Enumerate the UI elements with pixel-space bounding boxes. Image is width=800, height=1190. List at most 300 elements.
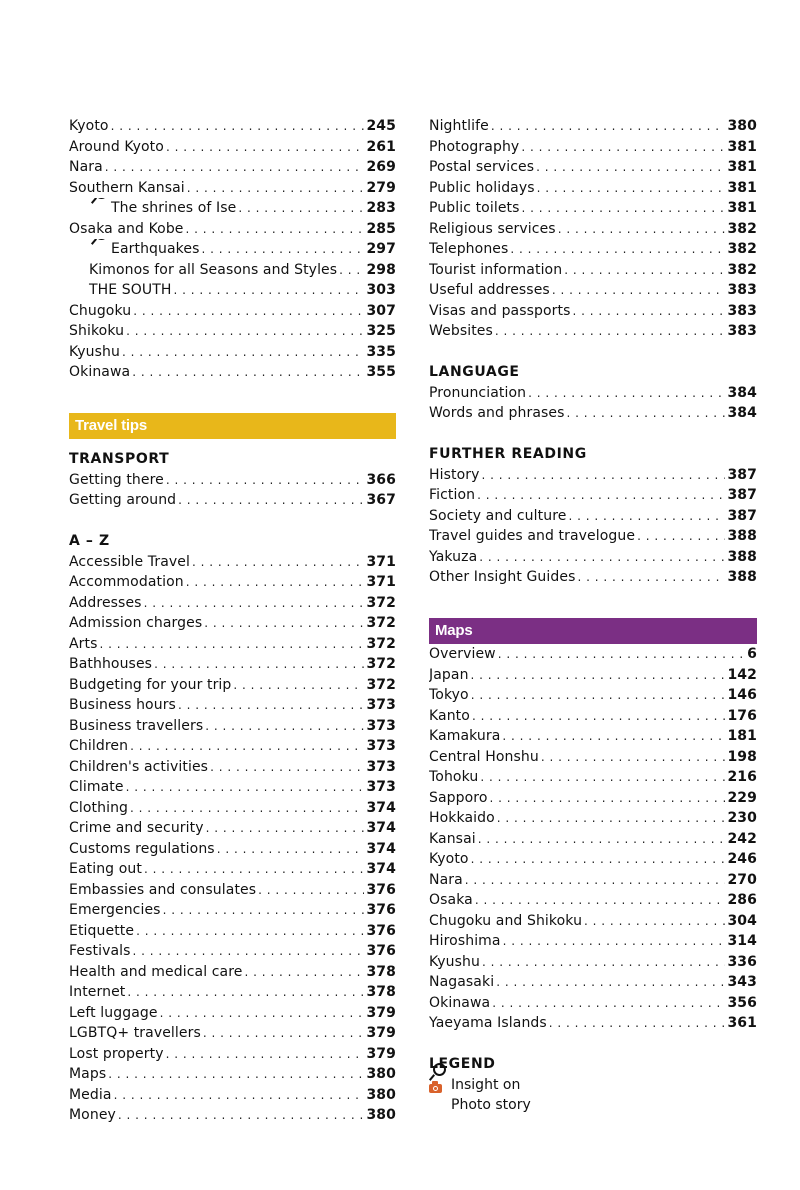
dot-leader (233, 675, 364, 696)
entry-label: Kimonos for all Seasons and Styles (89, 261, 338, 278)
contents-entry[interactable] (429, 767, 757, 788)
entry-label: History (429, 466, 480, 483)
dot-leader (126, 777, 365, 798)
contents-entry[interactable] (69, 137, 396, 158)
entry-page-number: 283 (366, 200, 396, 216)
entry-label: Yakuza (429, 548, 478, 565)
regions-list (69, 116, 396, 383)
entry-page-number: 303 (366, 282, 396, 298)
contents-entry[interactable] (69, 1044, 396, 1065)
entry-page-number: 376 (366, 902, 396, 918)
section-square-icon (69, 280, 89, 294)
dot-leader (178, 695, 365, 716)
entry-label: Useful addresses (429, 282, 550, 298)
contents-entry[interactable] (429, 157, 757, 178)
dot-leader (558, 219, 726, 240)
contents-entry[interactable] (429, 403, 757, 424)
maps-list (429, 644, 757, 1034)
dot-leader (568, 506, 725, 527)
entry-page-number: 388 (727, 569, 757, 585)
dot-leader (521, 137, 725, 158)
entry-page-number: 378 (366, 984, 396, 1000)
entry-label: Tourist information (429, 261, 563, 278)
contents-entry[interactable] (69, 941, 396, 962)
entry-page-number: 314 (727, 933, 757, 949)
entry-page-number: 304 (727, 912, 757, 929)
entry-page-number: 378 (366, 963, 396, 980)
legend-list (429, 1075, 757, 1116)
contents-entry[interactable] (69, 178, 396, 199)
entry-label: Nightlife (429, 118, 489, 134)
contents-entry[interactable] (69, 342, 396, 363)
entry-page-number: 325 (366, 323, 396, 339)
entry-page-number: 387 (727, 507, 757, 524)
dot-leader (578, 567, 726, 588)
entry-label: Getting around (69, 492, 177, 508)
dot-leader (472, 706, 726, 727)
contents-entry[interactable] (429, 219, 757, 240)
contents-entry[interactable] (429, 829, 757, 850)
entry-label: THE SOUTH (89, 282, 172, 298)
dot-leader (478, 829, 726, 850)
contents-entry[interactable] (429, 116, 757, 137)
contents-entry[interactable] (69, 859, 396, 880)
entry-label: Public toilets (429, 200, 520, 216)
dot-leader (495, 321, 726, 342)
legend-item (429, 1095, 757, 1116)
travel-tips-banner: Travel tips (69, 413, 396, 439)
entry-label: Fiction (429, 487, 476, 503)
entry-page-number: 372 (366, 594, 396, 611)
entry-label: Festivals (69, 943, 131, 959)
entry-page-number: 372 (366, 676, 396, 693)
dot-leader (130, 798, 364, 819)
entry-page-number: 373 (366, 717, 396, 734)
contents-entry[interactable] (429, 137, 757, 158)
entry-page-number: 373 (366, 758, 396, 775)
contents-entry[interactable] (429, 706, 757, 727)
contents-entry[interactable] (69, 880, 396, 901)
contents-entry[interactable] (429, 485, 757, 506)
dot-leader (132, 362, 364, 383)
entry-page-number: 372 (366, 656, 396, 672)
dot-leader (573, 301, 726, 322)
dot-leader (186, 572, 365, 593)
dot-leader (480, 767, 725, 788)
entry-page-number: 181 (727, 728, 757, 744)
dot-leader (202, 239, 365, 260)
dot-leader (205, 716, 364, 737)
contents-entry[interactable] (429, 1013, 757, 1034)
entry-page-number: 383 (727, 302, 757, 319)
entry-page-number: 269 (366, 159, 396, 175)
entry-page-number: 374 (366, 820, 396, 836)
contents-entry[interactable] (69, 1064, 396, 1085)
contents-entry[interactable] (69, 280, 396, 301)
entry-label: Yaeyama Islands (429, 1015, 547, 1031)
contents-entry[interactable] (69, 198, 396, 219)
entry-page-number: 380 (727, 118, 757, 134)
entry-label: Tokyo (429, 687, 469, 703)
az-continued-list (429, 116, 757, 342)
dot-leader (567, 403, 726, 424)
entry-label: Southern Kansai (69, 179, 185, 196)
contents-entry[interactable] (429, 644, 757, 665)
dot-leader (154, 654, 364, 675)
entry-page-number: 270 (727, 871, 757, 888)
entry-page-number: 380 (366, 1086, 396, 1103)
contents-entry[interactable] (429, 547, 757, 568)
contents-entry[interactable] (429, 567, 757, 588)
entry-label: Shikoku (69, 323, 125, 339)
entry-label: Money (69, 1107, 116, 1123)
dot-leader (245, 962, 365, 983)
contents-entry[interactable] (69, 593, 396, 614)
dot-leader (528, 383, 725, 404)
contents-entry[interactable] (69, 695, 396, 716)
entry-page-number: 384 (727, 405, 757, 421)
entry-label: Kamakura (429, 728, 501, 744)
legend-label: Photo story (451, 1097, 531, 1113)
entry-label: Accommodation (69, 574, 184, 590)
camera-icon (429, 1095, 451, 1109)
entry-page-number: 230 (727, 810, 757, 826)
entry-label: Eating out (69, 861, 142, 877)
dot-leader (122, 342, 365, 363)
dot-leader (166, 470, 365, 491)
dot-leader (475, 890, 726, 911)
entry-label: Nara (69, 159, 103, 175)
contents-entry[interactable] (429, 321, 757, 342)
contents-entry[interactable] (429, 911, 757, 932)
dot-leader (174, 280, 365, 301)
entry-label: Health and medical care (69, 963, 243, 980)
entry-label: Pronunciation (429, 384, 527, 401)
contents-entry[interactable] (429, 952, 757, 973)
entry-label: Visas and passports (429, 302, 571, 319)
entry-page-number: 381 (727, 138, 757, 155)
entry-page-number: 373 (366, 738, 396, 754)
dot-leader (536, 157, 725, 178)
contents-entry[interactable] (69, 736, 396, 757)
entry-label: Arts (69, 635, 98, 652)
dot-leader (491, 116, 726, 137)
entry-page-number: 279 (366, 179, 396, 196)
entry-label: Sapporo (429, 789, 488, 806)
entry-page-number: 372 (366, 615, 396, 631)
entry-page-number: 380 (366, 1066, 396, 1082)
dot-leader (136, 921, 364, 942)
entry-label: Kanto (429, 707, 470, 724)
entry-page-number: 383 (727, 323, 757, 339)
contents-entry[interactable] (69, 921, 396, 942)
entry-page-number: 372 (366, 635, 396, 652)
entry-label: Religious services (429, 220, 556, 237)
contents-entry[interactable] (69, 798, 396, 819)
entry-page-number: 381 (727, 179, 757, 196)
entry-page-number: 382 (727, 241, 757, 257)
entry-label: Kyushu (429, 953, 480, 970)
dot-leader (192, 552, 364, 573)
entry-label: Accessible Travel (69, 553, 190, 570)
entry-label: Okinawa (429, 994, 491, 1011)
dot-leader (497, 808, 726, 829)
contents-entry[interactable] (429, 301, 757, 322)
entry-page-number: 371 (366, 574, 396, 590)
contents-entry[interactable] (69, 982, 396, 1003)
dot-leader (584, 911, 725, 932)
entry-label: Bathhouses (69, 656, 153, 672)
entry-page-number: 245 (366, 118, 396, 134)
contents-entry[interactable] (429, 788, 757, 809)
dot-leader (549, 1013, 726, 1034)
entry-page-number: 387 (727, 487, 757, 503)
entry-page-number: 379 (366, 1045, 396, 1062)
contents-entry[interactable] (69, 818, 396, 839)
entry-label: Chugoku and Shikoku (429, 912, 583, 929)
entry-page-number: 176 (727, 707, 757, 724)
dot-leader (498, 644, 745, 665)
dot-leader (479, 547, 725, 568)
entry-label: The shrines of Ise (111, 200, 237, 216)
contents-entry[interactable] (69, 757, 396, 778)
entry-page-number: 285 (366, 220, 396, 237)
dot-leader (492, 993, 725, 1014)
legend-heading: LEGEND (429, 1056, 496, 1072)
contents-entry[interactable] (69, 900, 396, 921)
entry-label: Budgeting for your trip (69, 676, 232, 693)
dot-leader (118, 1105, 365, 1126)
az-heading: A – Z (69, 533, 110, 549)
dot-leader (537, 178, 726, 199)
entry-label: Media (69, 1086, 112, 1103)
contents-entry[interactable] (429, 890, 757, 911)
contents-entry[interactable] (69, 634, 396, 655)
entry-page-number: 373 (366, 779, 396, 795)
dot-leader (564, 260, 725, 281)
dot-leader (490, 788, 726, 809)
contents-entry[interactable] (69, 219, 396, 240)
entry-page-number: 229 (727, 789, 757, 806)
entry-page-number: 379 (366, 1025, 396, 1041)
entry-page-number: 374 (366, 861, 396, 877)
entry-page-number: 356 (727, 994, 757, 1011)
entry-page-number: 367 (366, 492, 396, 508)
entry-page-number: 388 (727, 548, 757, 565)
entry-label: Other Insight Guides (429, 569, 576, 585)
language-heading: LANGUAGE (429, 364, 520, 380)
contents-entry[interactable] (429, 260, 757, 281)
entry-label: Admission charges (69, 615, 203, 631)
contents-entry[interactable] (429, 993, 757, 1014)
entry-page-number: 216 (727, 769, 757, 785)
entry-page-number: 6 (747, 646, 757, 662)
dot-leader (477, 485, 725, 506)
contents-entry[interactable] (69, 962, 396, 983)
contents-entry[interactable] (429, 178, 757, 199)
contents-entry[interactable] (69, 490, 396, 511)
contents-entry[interactable] (69, 1085, 396, 1106)
contents-entry[interactable] (69, 301, 396, 322)
entry-page-number: 388 (727, 528, 757, 544)
contents-entry[interactable] (69, 716, 396, 737)
entry-page-number: 384 (727, 384, 757, 401)
contents-entry[interactable] (69, 260, 396, 281)
dot-leader (471, 665, 726, 686)
entry-label: Japan (429, 666, 469, 683)
contents-entry[interactable] (429, 931, 757, 952)
entry-label: Central Honshu (429, 748, 539, 765)
contents-entry[interactable] (69, 116, 396, 137)
dot-leader (127, 982, 364, 1003)
entry-page-number: 374 (366, 799, 396, 816)
contents-entry[interactable] (69, 1003, 396, 1024)
entry-label: Addresses (69, 594, 142, 611)
dot-leader (105, 157, 365, 178)
maps-banner: Maps (429, 618, 757, 644)
entry-label: Photography (429, 138, 520, 155)
contents-entry[interactable] (69, 1105, 396, 1126)
entry-page-number: 297 (366, 241, 396, 257)
dot-leader (108, 1064, 364, 1085)
contents-left-column (69, 116, 396, 1126)
entry-page-number: 373 (366, 697, 396, 713)
dot-leader (126, 321, 364, 342)
entry-page-number: 383 (727, 282, 757, 298)
contents-entry[interactable] (429, 665, 757, 686)
entry-label: Business travellers (69, 717, 204, 734)
dot-leader (238, 198, 364, 219)
contents-entry[interactable] (429, 280, 757, 301)
further-reading-list (429, 465, 757, 588)
contents-entry[interactable] (69, 572, 396, 593)
dot-leader (166, 1044, 365, 1065)
entry-label: Internet (69, 984, 126, 1000)
dot-leader (166, 137, 365, 158)
legend-label: Insight on (451, 1076, 521, 1093)
entry-label: Osaka and Kobe (69, 220, 184, 237)
entry-page-number: 381 (727, 200, 757, 216)
contents-entry[interactable] (69, 157, 396, 178)
dot-leader (163, 900, 365, 921)
dot-leader (339, 260, 364, 281)
entry-label: Telephones (429, 241, 509, 257)
az-list (69, 552, 396, 1126)
transport-heading: TRANSPORT (69, 451, 170, 467)
dot-leader (100, 634, 365, 655)
entry-label: Postal services (429, 159, 535, 175)
entry-label: Emergencies (69, 902, 161, 918)
contents-entry[interactable] (69, 839, 396, 860)
magnifier-icon (91, 198, 111, 212)
entry-label: Climate (69, 779, 124, 795)
contents-entry[interactable] (429, 506, 757, 527)
contents-entry[interactable] (429, 526, 757, 547)
entry-label: Children's activities (69, 758, 209, 775)
dot-leader (465, 870, 726, 891)
entry-label: Travel guides and travelogue (429, 528, 636, 544)
contents-entry[interactable] (429, 239, 757, 260)
contents-entry[interactable] (69, 777, 396, 798)
legend-item (429, 1075, 757, 1096)
dot-leader (482, 952, 726, 973)
contents-entry[interactable] (69, 321, 396, 342)
contents-entry[interactable] (429, 849, 757, 870)
dot-leader (482, 465, 726, 486)
entry-page-number: 379 (366, 1004, 396, 1021)
dot-leader (503, 931, 726, 952)
entry-label: Osaka (429, 892, 473, 908)
entry-label: Left luggage (69, 1004, 158, 1021)
contents-entry[interactable] (429, 726, 757, 747)
entry-label: Tohoku (429, 769, 479, 785)
entry-page-number: 380 (366, 1107, 396, 1123)
entry-page-number: 376 (366, 943, 396, 959)
dot-leader (203, 1023, 365, 1044)
entry-label: Websites (429, 323, 493, 339)
entry-label: Maps (69, 1066, 107, 1082)
entry-label: Kyushu (69, 343, 120, 360)
entry-page-number: 382 (727, 261, 757, 278)
contents-entry[interactable] (429, 685, 757, 706)
entry-page-number: 246 (727, 851, 757, 867)
entry-page-number: 361 (727, 1015, 757, 1031)
entry-label: Earthquakes (111, 241, 200, 257)
camera-icon (69, 260, 89, 274)
dot-leader (471, 685, 726, 706)
entry-label: Kyoto (69, 118, 109, 134)
entry-label: Children (69, 738, 129, 754)
contents-entry[interactable] (69, 239, 396, 260)
contents-entry[interactable] (69, 675, 396, 696)
magnifier-icon (91, 239, 111, 253)
contents-entry[interactable] (69, 654, 396, 675)
dot-leader (144, 859, 365, 880)
entry-label: Around Kyoto (69, 138, 164, 155)
entry-label: Kyoto (429, 851, 469, 867)
entry-page-number: 336 (727, 953, 757, 970)
entry-label: Chugoku (69, 302, 132, 319)
entry-page-number: 371 (366, 553, 396, 570)
contents-entry[interactable] (69, 362, 396, 383)
contents-entry[interactable] (69, 1023, 396, 1044)
dot-leader (114, 1085, 365, 1106)
dot-leader (206, 818, 365, 839)
entry-page-number: 343 (727, 974, 757, 990)
contents-entry[interactable] (69, 470, 396, 491)
dot-leader (133, 941, 365, 962)
dot-leader (217, 839, 365, 860)
dot-leader (502, 726, 725, 747)
contents-entry[interactable] (429, 808, 757, 829)
contents-entry[interactable] (429, 972, 757, 993)
entry-label: Business hours (69, 697, 176, 713)
entry-label: Lost property (69, 1045, 164, 1062)
contents-entry[interactable] (429, 870, 757, 891)
entry-page-number: 242 (727, 830, 757, 847)
contents-entry[interactable] (69, 552, 396, 573)
dot-leader (187, 178, 365, 199)
contents-entry[interactable] (429, 747, 757, 768)
contents-entry[interactable] (69, 613, 396, 634)
dot-leader (133, 301, 364, 322)
dot-leader (186, 219, 365, 240)
entry-label: Hiroshima (429, 933, 501, 949)
contents-entry[interactable] (429, 383, 757, 404)
contents-entry[interactable] (429, 198, 757, 219)
dot-leader (510, 239, 725, 260)
contents-entry[interactable] (429, 465, 757, 486)
